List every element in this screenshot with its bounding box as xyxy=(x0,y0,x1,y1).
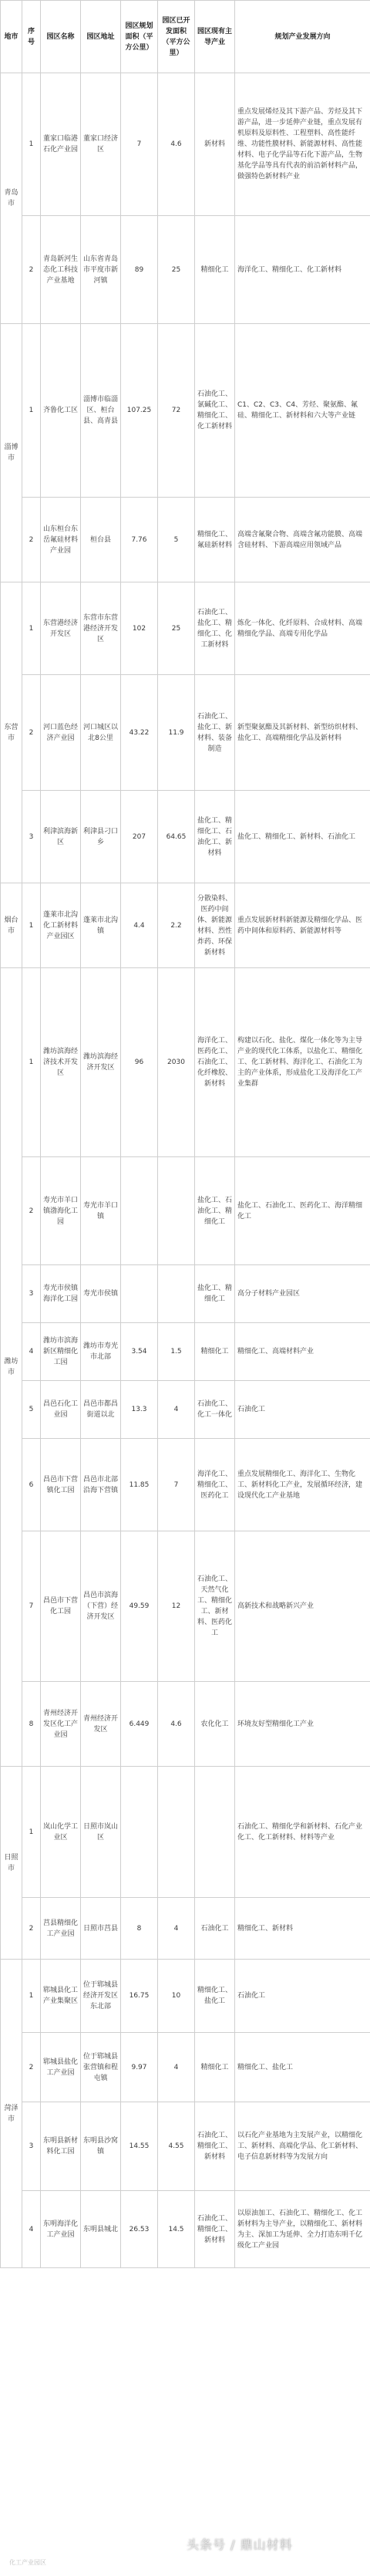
table-row xyxy=(1,968,370,1157)
planned-area-cell: 14.55 xyxy=(121,2102,158,2191)
table-row xyxy=(1,2102,370,2191)
development-direction-cell: 盐化工、精细化工、新材料、石油化工 xyxy=(235,791,370,883)
city-cell: 青岛市 xyxy=(1,73,22,324)
planned-area-cell: 6.449 xyxy=(121,1682,158,1767)
park-name-cell: 潍坊滨海经济技术开发区 xyxy=(41,968,81,1157)
table-row xyxy=(1,1682,370,1767)
header-developed: 园区已开发面积（平方公里） xyxy=(158,1,195,73)
park-number-cell: 1 xyxy=(22,73,41,216)
park-name-cell: 郓城县化工产业集聚区 xyxy=(41,1960,81,2033)
leading-industry-cell: 石油化工、天然气化工、精细化工、新材料、医药化工 xyxy=(195,1531,235,1682)
development-direction-cell: 重点发展精细化工、海洋化工、生物化工、新材料化工产业，发展循环经济，建设现代化工产业基地 xyxy=(235,1439,370,1531)
park-name-cell: 东明海洋化工产业园 xyxy=(41,2191,81,2268)
developed-area-cell: 4 xyxy=(158,2033,195,2102)
planned-area-cell: 11.85 xyxy=(121,1439,158,1531)
developed-area-cell: 2030 xyxy=(158,968,195,1157)
development-direction-cell: 海洋化工、精细化工、化工新材料 xyxy=(235,216,370,324)
park-location-cell: 日照市莒县 xyxy=(81,1898,121,1960)
leading-industry-cell: 盐化工、精细化工、石油化工、新材料 xyxy=(195,791,235,883)
planned-area-cell: 4.4 xyxy=(121,883,158,968)
development-direction-cell: 高新技术和战略新兴产业 xyxy=(235,1531,370,1682)
development-direction-cell: 石油化工 xyxy=(235,1381,370,1439)
developed-area-cell: 4.55 xyxy=(158,2102,195,2191)
header-area: 园区规划面积（平方公里） xyxy=(121,1,158,73)
planned-area-cell: 96 xyxy=(121,968,158,1157)
park-number-cell: 2 xyxy=(22,1157,41,1265)
park-number-cell: 1 xyxy=(22,968,41,1157)
developed-area-cell: 64.65 xyxy=(158,791,195,883)
leading-industry-cell: 精细化工、盐化工 xyxy=(195,1960,235,2033)
development-direction-cell: 高分子材料产业园区 xyxy=(235,1265,370,1323)
leading-industry-cell: 精细化工 xyxy=(195,216,235,324)
table-row xyxy=(1,73,370,216)
development-direction-cell: 炼化一体化、化纤原料、合成材料、高端精细化学品、高端专用化学品 xyxy=(235,582,370,675)
development-direction-cell: 新型聚氨酯及其新材料、新型纺织材料、盐化工、高端精细化学品及新材料 xyxy=(235,675,370,791)
developed-area-cell: 25 xyxy=(158,582,195,675)
table-row xyxy=(1,1531,370,1682)
park-number-cell: 4 xyxy=(22,1323,41,1381)
city-cell: 潍坊市 xyxy=(1,968,22,1767)
park-location-cell: 河口城区以北8公里 xyxy=(81,675,121,791)
development-direction-cell: 石油化工、精细化学和新材料、石化产业化工、化工新材料、材料等产业 xyxy=(235,1767,370,1898)
park-location-cell: 东营市东营港经济开发区 xyxy=(81,582,121,675)
developed-area-cell: 11.9 xyxy=(158,675,195,791)
park-location-cell: 日照市岚山区 xyxy=(81,1767,121,1898)
leading-industry-cell: 石油化工 xyxy=(195,1898,235,1960)
park-name-cell: 昌邑市下营化工园 xyxy=(41,1531,81,1682)
leading-industry-cell: 精细化工、氟硅新材料 xyxy=(195,498,235,582)
planned-area-cell: 7 xyxy=(121,73,158,216)
table-row xyxy=(1,498,370,582)
park-number-cell: 2 xyxy=(22,498,41,582)
park-number-cell: 2 xyxy=(22,1898,41,1960)
table-row xyxy=(1,883,370,968)
developed-area-cell: 14.5 xyxy=(158,2191,195,2268)
development-direction-cell: 以石化产业基地为主发展产业，以精细化工、新材料、高端化学品、化工新材料、电子信息新材料等为发展方向 xyxy=(235,2102,370,2191)
park-location-cell: 昌邑市滨海（下营）经济开发区 xyxy=(81,1531,121,1682)
table-row xyxy=(1,1265,370,1323)
park-name-cell: 东营港经济开发区 xyxy=(41,582,81,675)
park-name-cell: 蓬莱市北沟化工新材料产业园区 xyxy=(41,883,81,968)
table-row xyxy=(1,2191,370,2268)
park-number-cell: 1 xyxy=(22,324,41,498)
park-location-cell: 蓬莱市北沟镇 xyxy=(81,883,121,968)
header-location: 园区地址 xyxy=(81,1,121,73)
park-location-cell: 位于郓城县张营镇和程屯镇 xyxy=(81,2033,121,2102)
planned-area-cell: 107.25 xyxy=(121,324,158,498)
leading-industry-cell: 农化化工 xyxy=(195,1682,235,1767)
developed-area-cell: 4 xyxy=(158,1898,195,1960)
planned-area-cell: 43.22 xyxy=(121,675,158,791)
developed-area-cell: 25 xyxy=(158,216,195,324)
table-row xyxy=(1,1157,370,1265)
watermark-text: 头条号 / 鼎山材料 xyxy=(187,2537,293,2552)
development-direction-cell: 精细化工、高端材料产业 xyxy=(235,1323,370,1381)
developed-area-cell: 5 xyxy=(158,498,195,582)
table-row xyxy=(1,791,370,883)
park-location-cell: 寿光市侯镇 xyxy=(81,1265,121,1323)
header-direction: 规划产业发展方向 xyxy=(235,1,370,73)
leading-industry-cell: 石油化工、精细化工、新材料 xyxy=(195,2102,235,2191)
developed-area-cell: 4.6 xyxy=(158,1682,195,1767)
developed-area-cell: 1.5 xyxy=(158,1323,195,1381)
planned-area-cell: 7.76 xyxy=(121,498,158,582)
developed-area-cell: 72 xyxy=(158,324,195,498)
leading-industry-cell: 石油化工、精细化工、新材料 xyxy=(195,2191,235,2268)
city-cell: 烟台市 xyxy=(1,883,22,968)
park-location-cell: 利津县刁口乡 xyxy=(81,791,121,883)
park-number-cell: 8 xyxy=(22,1682,41,1767)
city-cell: 淄博市 xyxy=(1,324,22,582)
park-number-cell: 2 xyxy=(22,216,41,324)
table-row xyxy=(1,1960,370,2033)
leading-industry-cell: 石油化工、化工一体化 xyxy=(195,1381,235,1439)
table-row xyxy=(1,1381,370,1439)
park-location-cell: 山东省青岛市平度市新河镇 xyxy=(81,216,121,324)
planned-area-cell: 89 xyxy=(121,216,158,324)
park-location-cell: 董家口经济区 xyxy=(81,73,121,216)
planned-area-cell: 13.3 xyxy=(121,1381,158,1439)
park-name-cell: 利津滨海新区 xyxy=(41,791,81,883)
park-name-cell: 郓城县盐化工产业园 xyxy=(41,2033,81,2102)
development-direction-cell: 精细化工、盐化工 xyxy=(235,2033,370,2102)
development-direction-cell: 盐化工、石油化工、医药化工、海洋精细化工 xyxy=(235,1157,370,1265)
leading-industry-cell: 精细化工 xyxy=(195,2033,235,2102)
park-name-cell: 寿光市羊口镇渤海化工园 xyxy=(41,1157,81,1265)
development-direction-cell: 高端含氟聚合物、高端含氟功能膜、高端含硅材料、下游高端应用领域产品 xyxy=(235,498,370,582)
park-number-cell: 3 xyxy=(22,791,41,883)
park-name-cell: 齐鲁化工区 xyxy=(41,324,81,498)
park-number-cell: 6 xyxy=(22,1439,41,1531)
park-location-cell: 淄博市临淄区、桓台县、高青县 xyxy=(81,324,121,498)
development-direction-cell: 重点发展烯烃及其下游产品、芳烃及其下游产品，进一步延伸产业链，重点发展有机原料及原料性、工程塑料、高性能纤维、功能性膜材料、新能源材料、高性能材料、电子化学品等石化下游产品，生物基化学品等具有代表的前沿新材料产品，做强特色新材料产业 xyxy=(235,73,370,216)
park-location-cell: 潍坊市寿光市北部 xyxy=(81,1323,121,1381)
park-location-cell: 寿光市羊口镇 xyxy=(81,1157,121,1265)
park-number-cell: 2 xyxy=(22,675,41,791)
park-location-cell: 潍坊滨海经济开发区 xyxy=(81,968,121,1157)
park-number-cell: 7 xyxy=(22,1531,41,1682)
development-direction-cell: 以原油加工、石油化工、精细化工、化工新材料为主导产业，以精细化工、新材料为主、深加工为延伸、全力打造东明千亿级化工产业园 xyxy=(235,2191,370,2268)
leading-industry-cell: 盐化工、石油化工、精细化工 xyxy=(195,1157,235,1265)
park-location-cell: 位于郓城县经济开发区东北部 xyxy=(81,1960,121,2033)
header-no: 序号 xyxy=(22,1,41,73)
city-cell: 东营市 xyxy=(1,582,22,883)
park-location-cell: 东明县城北 xyxy=(81,2191,121,2268)
park-number-cell: 4 xyxy=(22,2191,41,2268)
header-industry: 园区现有主导产业 xyxy=(195,1,235,73)
leading-industry-cell: 新材料 xyxy=(195,73,235,216)
park-name-cell: 山东桓台东岳氟硅材料产业园 xyxy=(41,498,81,582)
planned-area-cell: 16.75 xyxy=(121,1960,158,2033)
planned-area-cell: 207 xyxy=(121,791,158,883)
planned-area-cell: 49.59 xyxy=(121,1531,158,1682)
header-city: 地市 xyxy=(1,1,22,73)
park-number-cell: 3 xyxy=(22,1265,41,1323)
leading-industry-cell: 分散染料、医药中间体、新能源材料、烈性炸药、环保新材料 xyxy=(195,883,235,968)
planned-area-cell: 102 xyxy=(121,582,158,675)
table-row xyxy=(1,582,370,675)
park-name-cell: 青岛新河生态化工科技产业基地 xyxy=(41,216,81,324)
park-name-cell: 东明县新材料化工园 xyxy=(41,2102,81,2191)
developed-area-cell: 4.6 xyxy=(158,73,195,216)
leading-industry-cell: 盐化工、精细化工 xyxy=(195,1265,235,1323)
table-row xyxy=(1,1323,370,1381)
park-location-cell: 桓台县 xyxy=(81,498,121,582)
developed-area-cell xyxy=(158,1265,195,1323)
leading-industry-cell xyxy=(195,1767,235,1898)
developed-area-cell xyxy=(158,1157,195,1265)
development-direction-cell: 精细化工、新材料 xyxy=(235,1898,370,1960)
leading-industry-cell: 石油化工、盐化工、新材料、装备制造 xyxy=(195,675,235,791)
park-name-cell: 寿光市侯镇海洋化工园 xyxy=(41,1265,81,1323)
leading-industry-cell: 石油化工、盐化工、精细化工、化工新材料 xyxy=(195,582,235,675)
watermark-small: 化工产业园区 xyxy=(9,2559,46,2566)
planned-area-cell xyxy=(121,1767,158,1898)
development-direction-cell: 石油化工 xyxy=(235,1960,370,2033)
planned-area-cell xyxy=(121,1157,158,1265)
city-cell: 菏泽市 xyxy=(1,1960,22,2268)
header-name: 园区名称 xyxy=(41,1,81,73)
planned-area-cell: 3.54 xyxy=(121,1323,158,1381)
table-body xyxy=(1,73,370,2268)
planned-area-cell xyxy=(121,1265,158,1323)
table-header-row xyxy=(1,1,370,73)
development-direction-cell: 重点发展新材料新能源及精细化学品、医药中间体和原料药、新能源材料等 xyxy=(235,883,370,968)
planned-area-cell: 26.53 xyxy=(121,2191,158,2268)
development-direction-cell: C1、C2、C3、C4、芳烃、聚氨酯、氟硅、精细化工、新材料和六大等产业链 xyxy=(235,324,370,498)
table-row xyxy=(1,216,370,324)
park-name-cell: 河口蓝色经济产业园 xyxy=(41,675,81,791)
park-number-cell: 1 xyxy=(22,883,41,968)
leading-industry-cell: 海洋化工、精细化工、医药化工 xyxy=(195,1439,235,1531)
table-row xyxy=(1,1767,370,1898)
park-name-cell: 莒县精细化工产业园 xyxy=(41,1898,81,1960)
developed-area-cell xyxy=(158,1767,195,1898)
park-name-cell: 昌邑市下营镇化工园 xyxy=(41,1439,81,1531)
planned-area-cell: 9.97 xyxy=(121,2033,158,2102)
park-location-cell: 昌邑市都昌街道以北 xyxy=(81,1381,121,1439)
developed-area-cell: 12 xyxy=(158,1531,195,1682)
planned-area-cell: 8 xyxy=(121,1898,158,1960)
park-number-cell: 3 xyxy=(22,2102,41,2191)
development-direction-cell: 环境友好型精细化工产业 xyxy=(235,1682,370,1767)
leading-industry-cell: 石油化工、氯碱化工、精细化工、化工新材料 xyxy=(195,324,235,498)
park-number-cell: 1 xyxy=(22,1767,41,1898)
park-name-cell: 岚山化学工业区 xyxy=(41,1767,81,1898)
table-row xyxy=(1,324,370,498)
developed-area-cell: 10 xyxy=(158,1960,195,2033)
developed-area-cell: 2.2 xyxy=(158,883,195,968)
park-number-cell: 1 xyxy=(22,582,41,675)
park-number-cell: 2 xyxy=(22,2033,41,2102)
developed-area-cell: 4 xyxy=(158,1381,195,1439)
park-name-cell: 青州经济开发区化工产业园 xyxy=(41,1682,81,1767)
park-location-cell: 昌邑市北部沿海下营镇 xyxy=(81,1439,121,1531)
table-row xyxy=(1,2033,370,2102)
table-row xyxy=(1,1439,370,1531)
development-direction-cell: 构建以石化、盐化、煤化一体化等为主导产业的现代化工体系，以盐化工、精细化工、化工新材料、海洋化工、石油化工为主的产业体系，形成盐化工及海洋化工产业集群 xyxy=(235,968,370,1157)
park-name-cell: 潍坊市滨海新区精细化工园 xyxy=(41,1323,81,1381)
park-number-cell: 5 xyxy=(22,1381,41,1439)
city-cell: 日照市 xyxy=(1,1767,22,1960)
developed-area-cell: 7 xyxy=(158,1439,195,1531)
park-location-cell: 东明县沙窝镇 xyxy=(81,2102,121,2191)
park-name-cell: 昌邑石化工业园 xyxy=(41,1381,81,1439)
park-name-cell: 董家口临港石化产业园 xyxy=(41,73,81,216)
table-row xyxy=(1,675,370,791)
park-location-cell: 青州经济开发区 xyxy=(81,1682,121,1767)
park-number-cell: 1 xyxy=(22,1960,41,2033)
leading-industry-cell: 海洋化工、医药化工、石油化工、化纤橡胶、新材料 xyxy=(195,968,235,1157)
table-row xyxy=(1,1898,370,1960)
leading-industry-cell: 精细化工 xyxy=(195,1323,235,1381)
